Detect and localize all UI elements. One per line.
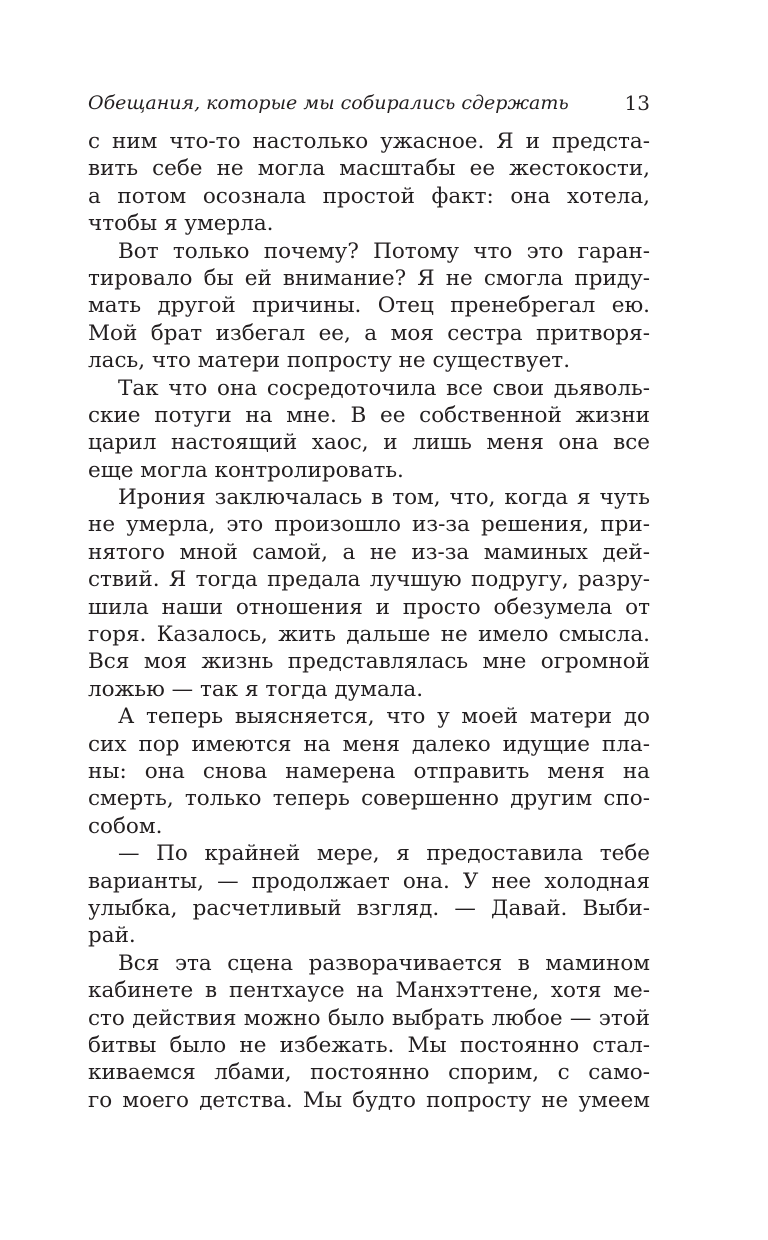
text-line: А теперь выясняется, что у моей матери до [118,704,650,730]
text-line: ские потуги на мне. В ее собственной жизни [88,402,650,428]
text-line: смерть, только теперь совершенно другим спо- [88,786,650,812]
text-line: собом. [88,813,163,839]
text-line: Вся моя жизнь представлялась мне огромной [88,649,650,675]
text-line: Мой брат избегал ее, а моя сестра притворя- [88,320,650,346]
text-line: лась, что матери попросту не существует. [88,348,571,374]
text-line: еще могла контролировать. [88,457,404,483]
text-line: кабинете в пентхаусе на Манхэттене, хотя ме- [88,978,650,1004]
text-line: чтобы я умерла. [88,211,274,237]
running-title: Обещания, которые мы собирались сдержать [88,92,569,114]
text-line: битвы было не избежать. Мы постоянно стал- [88,1032,650,1058]
text-line: ствий. Я тогда предала лучшую подругу, разру- [88,567,650,593]
text-line: Вся эта сцена разворачивается в мамином [118,950,650,976]
page-number: 13 [624,91,650,115]
text-line: ны: она снова намерена отправить меня на [88,758,650,784]
text-line: нятого мной самой, а не из-за маминых дей- [88,539,650,565]
text-line: Ирония заключалась в том, что, когда я чуть [118,485,650,511]
text-line: ложью — так я тогда думала. [88,676,424,702]
text-line: Так что она сосредоточила все свои дьяволь- [118,375,650,401]
text-line: вить себе не могла масштабы ее жестокости, [88,156,650,182]
text-line: сих пор имеются на меня далеко идущие пла- [88,731,650,757]
text-line: а потом осознала простой факт: она хотела, [88,183,650,209]
text-line: киваемся лбами, постоянно спорим, с само- [88,1060,650,1086]
text-line: с ним что-то настолько ужасное. Я и предста- [88,129,650,154]
text-line: улыбка, расчетливый взгляд. — Давай. Выби- [88,895,650,921]
text-line: шила наши отношения и просто обезумела от [88,594,650,620]
text-line: не умерла, это произошло из-за решения, при- [88,512,650,538]
text-line: Вот только почему? Потому что это гаран- [118,238,650,264]
running-header [88,88,650,118]
text-line: варианты, — продолжает она. У нее холодная [88,868,650,894]
text-line: — По крайней мере, я предоставила тебе [118,841,650,867]
text-line: рай. [88,923,136,949]
text-line: го моего детства. Мы будто попросту не умеем [88,1087,650,1113]
text-line: тировало бы ей внимание? Я не смогла приду- [88,265,650,291]
text-line: горя. Казалось, жить дальше не имело смысла. [88,622,650,648]
body-text [88,128,650,1114]
text-line: царил настоящий хаос, и лишь меня она все [88,430,650,456]
text-line: сто действия можно было выбрать любое — этой [88,1005,650,1031]
text-line: мать другой причины. Отец пренебрегал ею. [88,293,650,319]
